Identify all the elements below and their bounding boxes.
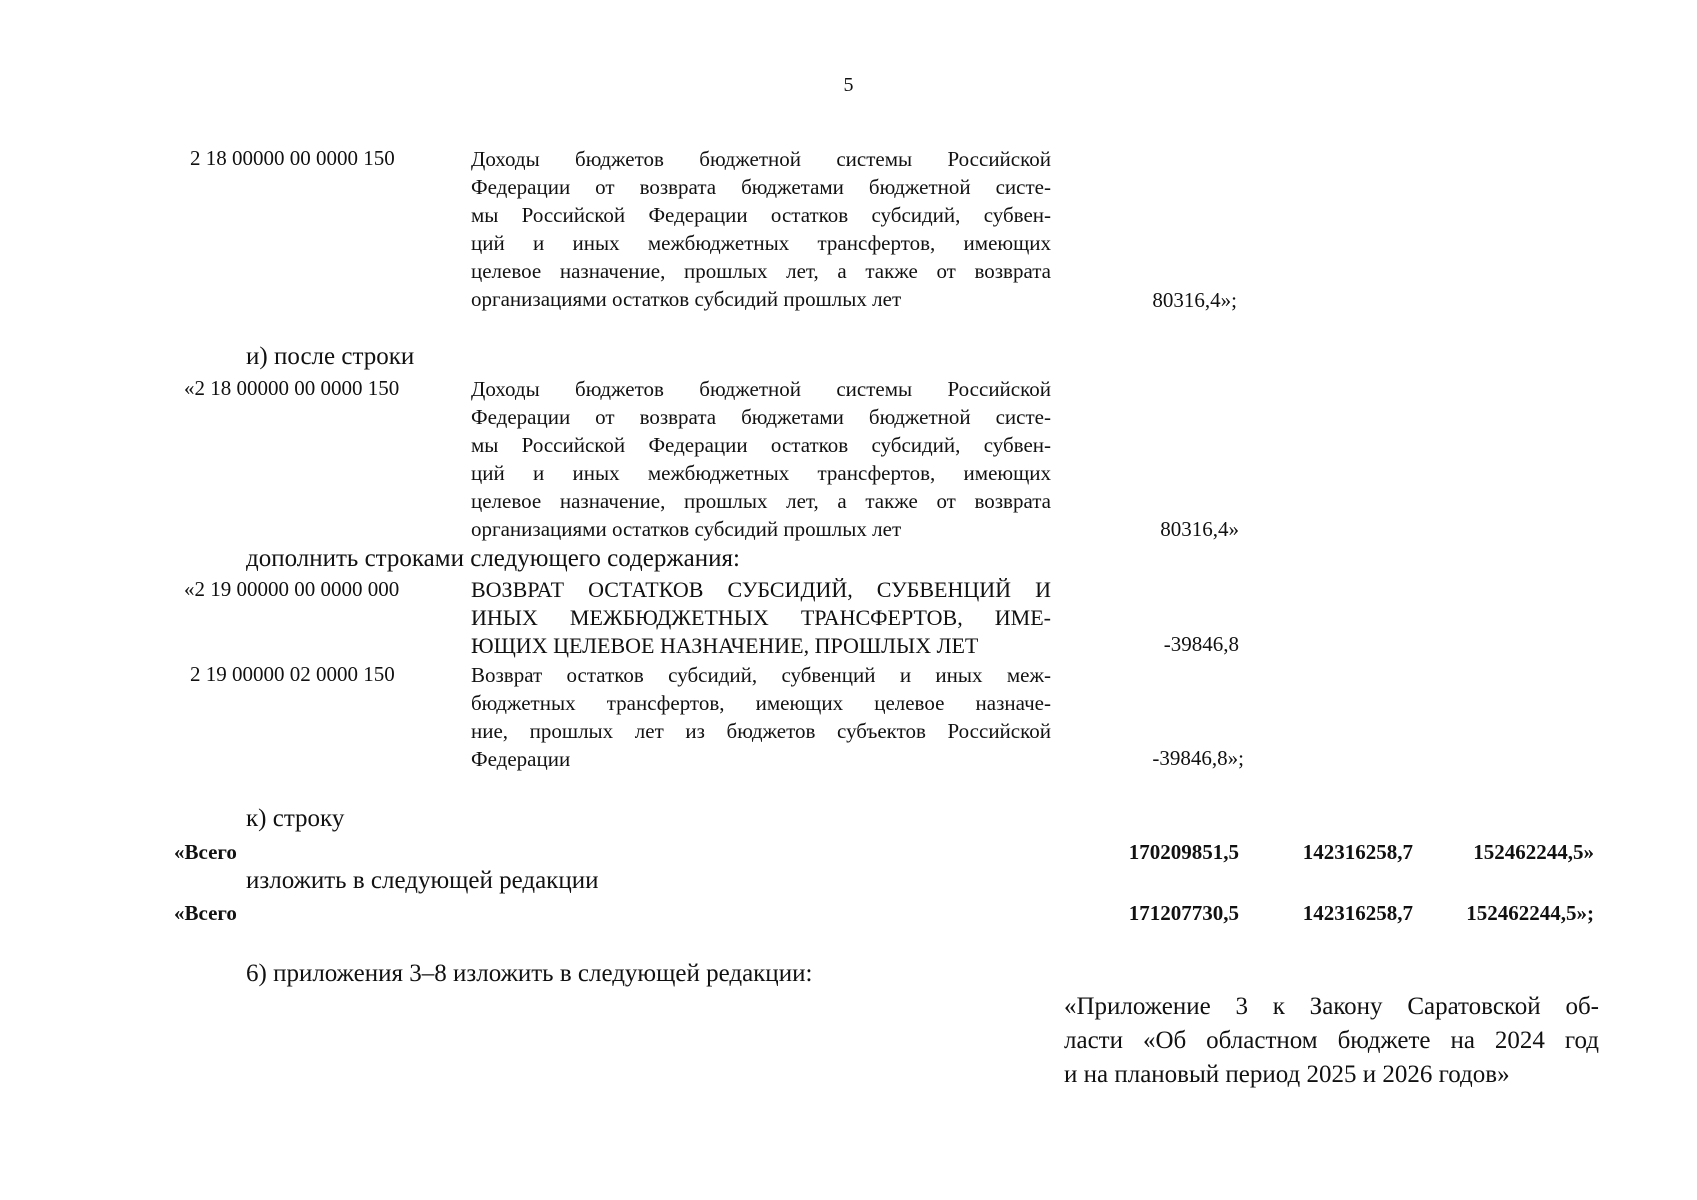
text-line: Федерации от возврата бюджетами бюджетной систе- (471, 175, 1051, 199)
total-value: 142316258,7 (1302, 901, 1413, 925)
total-value: 170209851,5 (1128, 840, 1239, 864)
text-line: и на плановый период 2025 и 2026 годов» (1064, 1061, 1510, 1088)
total-value: 142316258,7 (1302, 840, 1413, 864)
text-line: ЮЩИХ ЦЕЛЕВОЕ НАЗНАЧЕНИЕ, ПРОШЛЫХ ЛЕТ (471, 633, 979, 658)
total-label: «Всего (174, 840, 237, 864)
budget-description (471, 576, 1051, 660)
text-line: бюджетных трансфертов, имеющих целевое назначе- (471, 691, 1051, 715)
total-value: 152462244,5»; (1466, 901, 1594, 925)
total-value: 171207730,5 (1128, 901, 1239, 925)
budget-code: «2 18 00000 00 0000 150 (184, 376, 400, 400)
text-line: мы Российской Федерации остатков субсидий, субвен- (471, 433, 1051, 457)
paragraph-6: 6) приложения 3–8 изложить в следующей редакции: (246, 960, 813, 987)
budget-code: 2 18 00000 00 0000 150 (190, 146, 395, 170)
text-line: ИНЫХ МЕЖБЮДЖЕТНЫХ ТРАНСФЕРТОВ, ИМЕ- (471, 605, 1051, 630)
budget-description (471, 375, 1051, 543)
budget-code: 2 19 00000 02 0000 150 (190, 662, 395, 686)
budget-amount: -39846,8»; (1152, 746, 1244, 770)
text-line: Возврат остатков субсидий, субвенций и иных меж- (471, 663, 1051, 687)
text-line: целевое назначение, прошлых лет, а также от возврата (471, 259, 1051, 283)
text-line: Федерации (471, 747, 571, 771)
text-line: ние, прошлых лет из бюджетов субъектов Российской (471, 719, 1051, 743)
budget-description (471, 145, 1051, 313)
text-line: ВОЗВРАТ ОСТАТКОВ СУБСИДИЙ, СУБВЕНЦИЙ И (471, 577, 1051, 602)
budget-amount: 80316,4»; (1152, 288, 1237, 312)
text-line: Федерации от возврата бюджетами бюджетной систе- (471, 405, 1051, 429)
text-line: ций и иных межбюджетных трансфертов, имеющих (471, 461, 1051, 485)
budget-code: «2 19 00000 00 0000 000 (184, 577, 400, 601)
page-number: 5 (843, 74, 854, 96)
total-value: 152462244,5» (1473, 840, 1594, 864)
budget-description (471, 661, 1051, 773)
text-line: ций и иных межбюджетных трансфертов, имеющих (471, 231, 1051, 255)
text-line: Доходы бюджетов бюджетной системы Российской (471, 377, 1051, 401)
paragraph-redaction: изложить в следующей редакции (246, 867, 599, 894)
text-line: целевое назначение, прошлых лет, а также от возврата (471, 489, 1051, 513)
budget-amount: -39846,8 (1163, 632, 1239, 656)
paragraph-k: к) строку (246, 805, 345, 832)
appendix-note (1064, 990, 1599, 1092)
paragraph-i: и) после строки (246, 343, 415, 370)
budget-amount: 80316,4» (1160, 517, 1239, 541)
text-line: организациями остатков субсидий прошлых лет (471, 287, 902, 311)
text-line: мы Российской Федерации остатков субсидий, субвен- (471, 203, 1051, 227)
total-label: «Всего (174, 901, 237, 925)
text-line: организациями остатков субсидий прошлых лет (471, 517, 902, 541)
paragraph-supplement: дополнить строками следующего содержания: (246, 545, 740, 572)
text-line: Доходы бюджетов бюджетной системы Российской (471, 147, 1051, 171)
text-line: «Приложение 3 к Закону Саратовской об- (1064, 993, 1599, 1020)
text-line: ласти «Об областном бюджете на 2024 год (1064, 1027, 1599, 1054)
